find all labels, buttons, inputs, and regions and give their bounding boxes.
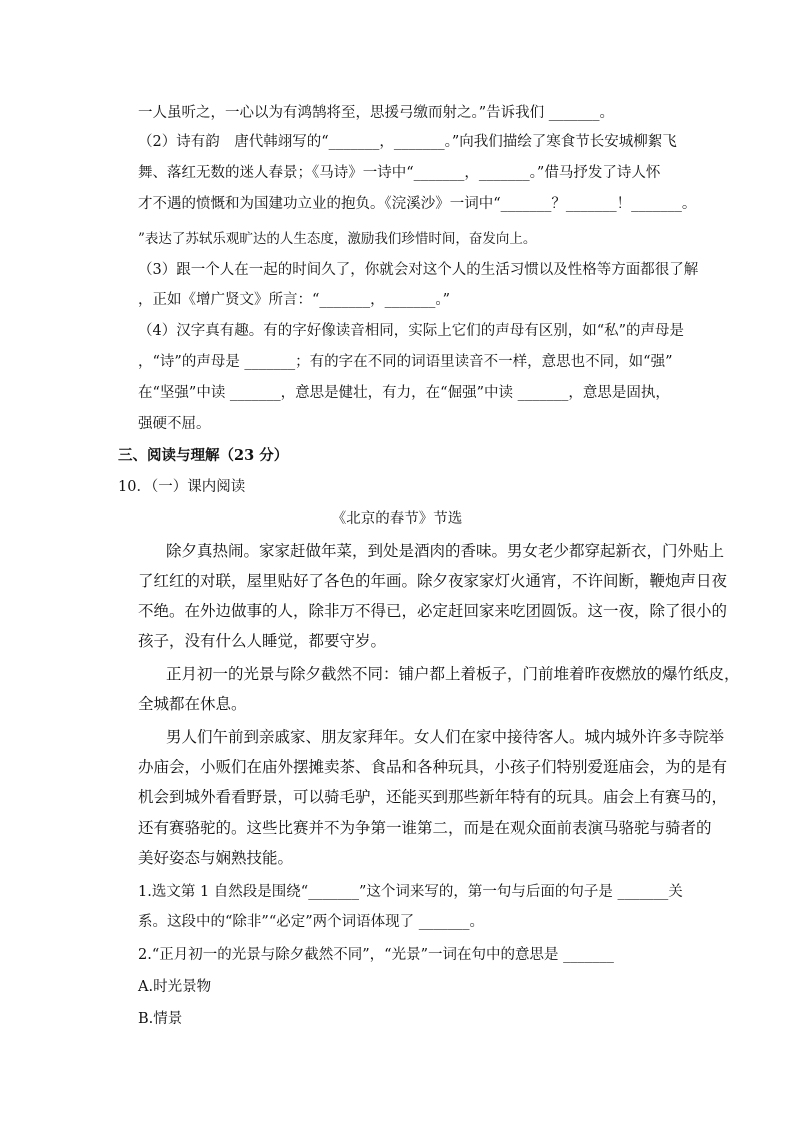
text-line: 舞、落红无数的迷人春景；《马诗》一诗中“_______，_______。”借马抒发了诗人怀 (138, 165, 661, 181)
passage-line: 全城都在休息。 (138, 695, 247, 713)
passage-line: 不绝。在外边做事的人，除非万不得已，必定赶回家来吃团圆饭。这一夜，除了很小的 (138, 602, 728, 620)
text-line: （3）跟一个人在一起的时间久了，你就会对这个人的生活习惯以及性格等方面都很了解 (138, 262, 699, 278)
passage-line: 了红红的对联，屋里贴好了各色的年画。除夕夜家家灯火通宵，不许间断，鞭炮声日夜 (138, 572, 728, 590)
passage-paragraph: 正月初一的光景与除夕截然不同：铺户都上着板子，门前堆着昨夜燃放的爆竹纸皮， (166, 665, 740, 683)
question-text: 2.“正月初一的光景与除夕截然不同”，“光景”一词在句中的意思是 _______ (138, 947, 614, 963)
question-text: 系。这段中的“除非”“必定”两个词语体现了 _______。 (138, 914, 485, 930)
passage-title: 《北京的春节》节选 (331, 511, 463, 527)
passage-line: 机会到城外看看野景，可以骑毛驴，还能买到那些新年特有的玩具。庙会上有赛马的， (138, 788, 728, 806)
question-number: 10．（一）课内阅读 (118, 479, 246, 495)
option-b: B.情景 (138, 1011, 183, 1027)
text-line: 在“坚强”中读 _______，意思是健壮，有力，在“倔强”中读 _______，意思是固执， (138, 385, 670, 401)
text-line: 强硬不屈。 (138, 416, 211, 432)
text-line: （4）汉字真有趣。有的字好像读音相同，实际上它们的声母有区别，如“私”的声母是 (138, 323, 685, 339)
text-line: ”表达了苏轼乐观旷达的人生态度，激励我们珍惜时间，奋发向上。 (138, 231, 537, 247)
passage-paragraph: 男人们午前到亲戚家、朋友家拜年。女人们在家中接待客人。城内城外许多寺院举 (166, 728, 725, 746)
text-line: （2）诗有韵 唐代韩翊写的“_______，_______。”向我们描绘了寒食节长安城柳絮飞 (138, 134, 677, 150)
option-a: A.时光景物 (138, 979, 212, 995)
section-heading: 三、阅读与理解（23 分） (118, 447, 289, 464)
text-line: ，正如《增广贤文》所言：“_______，_______。” (138, 292, 451, 308)
passage-line: 办庙会，小贩们在庙外摆摊卖茶、食品和各种玩具，小孩子们特别爱逛庙会，为的是有 (138, 758, 728, 776)
passage-line: 美好姿态与娴熟技能。 (138, 849, 294, 867)
passage-line: 孩子，没有什么人睡觉，都要守岁。 (138, 632, 387, 650)
question-text: 1.选文第 1 自然段是围绕“_______”这个词来写的，第一句与后面的句子是 _______关 (138, 884, 683, 900)
text-line: 一人虽听之，一心以为有鸿鹄将至，思援弓缴而射之。”告诉我们 _______。 (138, 105, 615, 121)
text-line: ，“诗”的声母是 _______；有的字在不同的词语里读音不一样，意思也不同，如“强” (138, 354, 673, 370)
passage-paragraph: 除夕真热闹。家家赶做年菜，到处是酒肉的香味。男女老少都穿起新衣，门外贴上 (166, 542, 725, 560)
text-line: 才不遇的愤慨和为国建功立业的抱负。《浣溪沙》一词中“_______？_______！_______。 (138, 196, 697, 212)
passage-line: 还有赛骆驼的。这些比赛并不为争第一谁第二，而是在观众面前表演马骆驼与骑者的 (138, 819, 712, 837)
